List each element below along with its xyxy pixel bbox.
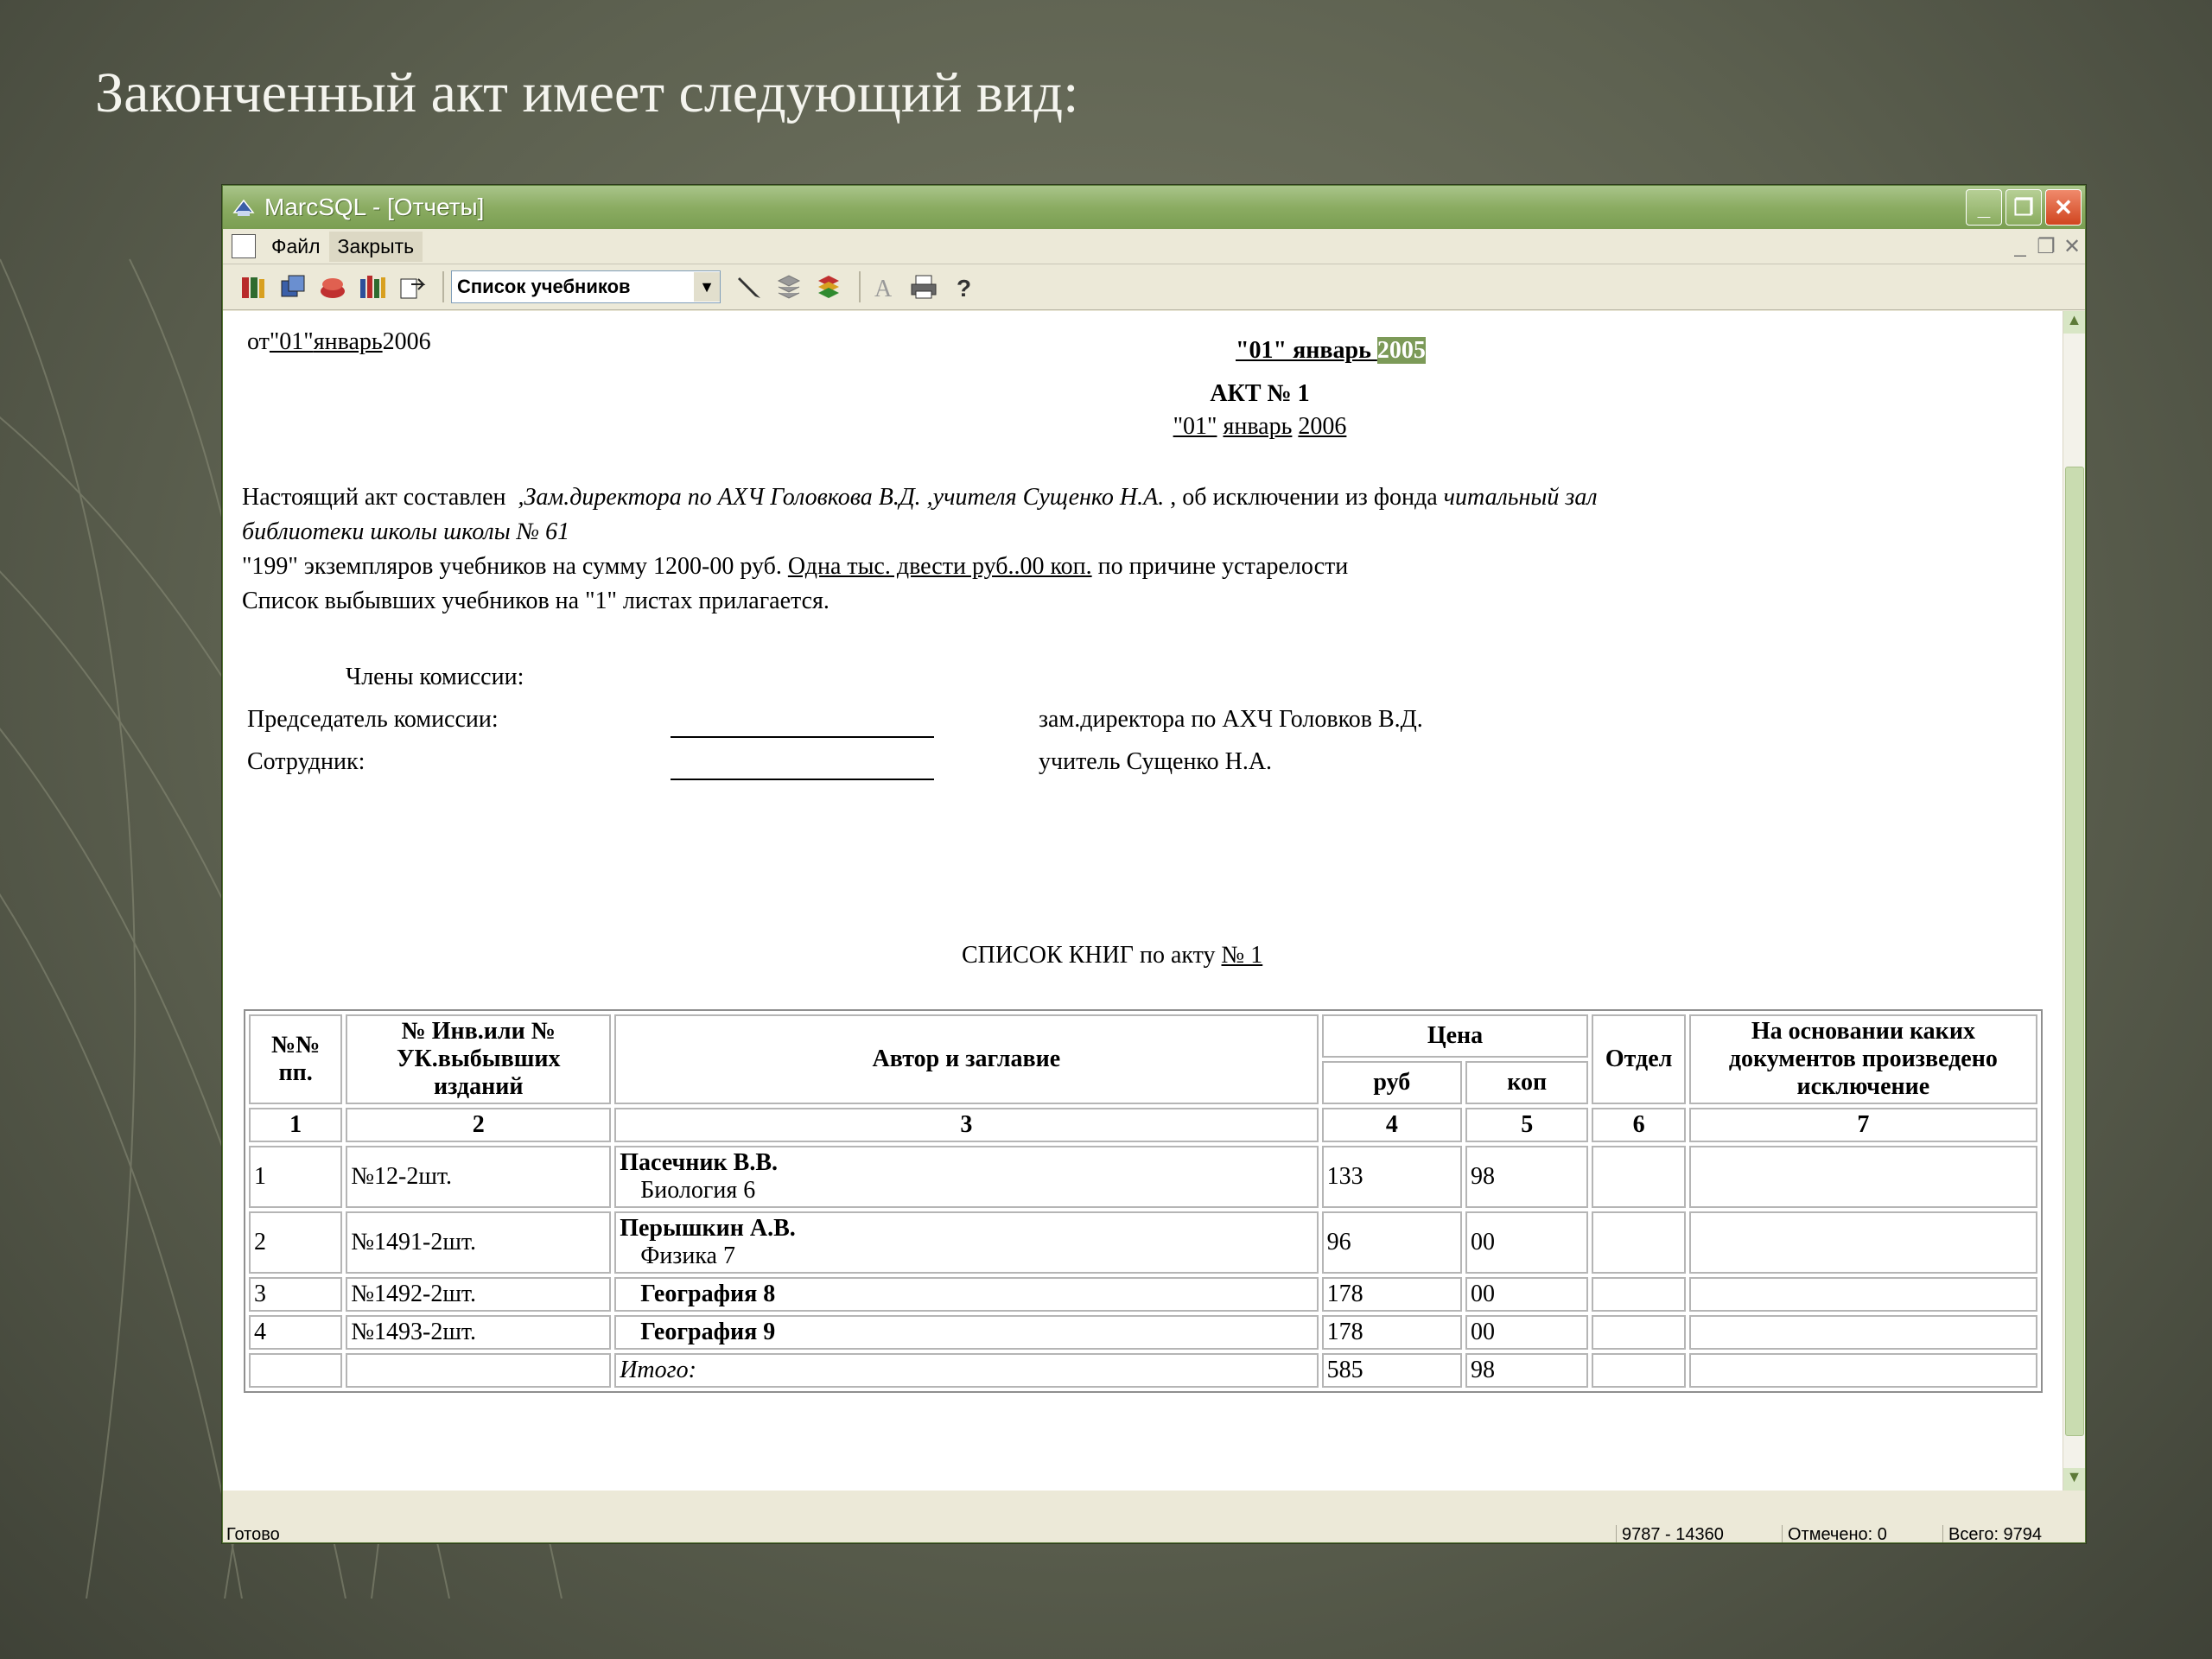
staff-signature-line xyxy=(671,779,934,780)
toolbar-separator xyxy=(859,271,861,302)
row-inv: №1491-2шт. xyxy=(346,1211,611,1274)
menu-file[interactable]: Файл xyxy=(271,234,321,257)
row-author: Перышкин А.В. xyxy=(620,1215,796,1242)
header-author: Автор и заглавие xyxy=(614,1014,1318,1104)
total-rub: 585 xyxy=(1322,1353,1462,1388)
chair-label: Председатель комиссии: xyxy=(247,706,499,733)
row-num xyxy=(249,1353,342,1388)
column-number: 5 xyxy=(1465,1108,1588,1142)
scroll-thumb[interactable] xyxy=(2065,467,2084,1436)
status-total: Всего: 9794 xyxy=(1942,1525,2042,1542)
font-icon[interactable] xyxy=(868,270,900,303)
row-dept xyxy=(1592,1353,1685,1388)
row-inv: №1493-2шт. xyxy=(346,1315,611,1350)
table-row xyxy=(249,1277,2037,1312)
act-title: АКТ № 1 xyxy=(1210,380,1310,407)
menu-close[interactable]: Закрыть xyxy=(329,232,423,262)
close-button[interactable]: ✕ xyxy=(2045,189,2082,226)
status-bar xyxy=(223,1522,2085,1542)
row-basis xyxy=(1689,1277,2037,1312)
help-icon[interactable] xyxy=(947,270,980,303)
commission-title: Члены комиссии: xyxy=(346,664,524,690)
library-icon[interactable] xyxy=(356,270,389,303)
mdi-minimize-button[interactable]: _ xyxy=(2014,234,2026,257)
column-number: 2 xyxy=(346,1108,611,1142)
chair-signature-line xyxy=(671,736,934,738)
header-kop: коп xyxy=(1465,1061,1588,1104)
row-basis xyxy=(1689,1146,2037,1208)
row-title: География 9 xyxy=(640,1319,776,1345)
row-kop: 00 xyxy=(1465,1211,1588,1274)
column-number-row xyxy=(249,1108,2037,1142)
row-title: Биология 6 xyxy=(640,1177,756,1204)
row-rub: 133 xyxy=(1322,1146,1462,1208)
row-author-title xyxy=(614,1277,1318,1312)
total-kop: 98 xyxy=(1465,1353,1588,1388)
row-rub: 178 xyxy=(1322,1277,1462,1312)
row-dept xyxy=(1592,1146,1685,1208)
export-icon[interactable] xyxy=(396,270,429,303)
paragraph-2: "199" экземпляров учебников на сумму 1200-00 руб. Одна тыс. двести руб..00 коп. по причине устарелости xyxy=(242,553,1349,580)
scroll-up-icon[interactable]: ▲ xyxy=(2063,311,2085,334)
column-number: 7 xyxy=(1689,1108,2037,1142)
header-inv: № Инв.или № УК.выбывших изданий xyxy=(346,1014,611,1104)
row-dept xyxy=(1592,1211,1685,1274)
row-basis xyxy=(1689,1211,2037,1274)
row-num: 2 xyxy=(249,1211,342,1274)
table-row xyxy=(249,1211,2037,1274)
paragraph-3: Список выбывших учебников на "1" листах прилагается. xyxy=(242,588,830,614)
top-right-date: "01" январь 2005 xyxy=(1236,337,1426,364)
slide-title: Законченный акт имеет следующий вид: xyxy=(95,61,1079,124)
column-number: 3 xyxy=(614,1108,1318,1142)
header-price: Цена xyxy=(1322,1014,1589,1058)
staff-name: учитель Сущенко Н.А. xyxy=(1039,748,1273,775)
mdi-close-button[interactable]: ✕ xyxy=(2063,234,2082,258)
top-left-date: от"01"январь2006 xyxy=(247,328,431,355)
row-author-title xyxy=(614,1315,1318,1350)
stack-icon[interactable] xyxy=(772,270,805,303)
row-kop: 00 xyxy=(1465,1277,1588,1312)
row-rub: 96 xyxy=(1322,1211,1462,1274)
table-row xyxy=(249,1146,2037,1208)
row-author-title xyxy=(614,1211,1318,1274)
printer-icon[interactable] xyxy=(907,270,940,303)
report-select-value: Список учебников xyxy=(457,276,631,297)
title-bar[interactable] xyxy=(223,186,2085,229)
app-window xyxy=(222,185,2086,1543)
svg-text:A: A xyxy=(874,276,893,302)
row-dept xyxy=(1592,1315,1685,1350)
vertical-scrollbar[interactable] xyxy=(2063,311,2085,1491)
total-row xyxy=(249,1353,2037,1388)
row-num: 4 xyxy=(249,1315,342,1350)
chevron-down-icon[interactable]: ▼ xyxy=(694,272,720,302)
row-title: География 8 xyxy=(640,1281,776,1307)
menu-bar xyxy=(223,229,2085,264)
row-dept xyxy=(1592,1277,1685,1312)
print-stack-icon[interactable] xyxy=(316,270,349,303)
staff-label: Сотрудник: xyxy=(247,748,365,775)
act-date: "01" январь 2006 xyxy=(1173,413,1347,440)
svg-text:?: ? xyxy=(957,275,972,302)
row-author: Пасечник В.В. xyxy=(620,1149,779,1176)
copy-icon[interactable] xyxy=(276,270,309,303)
status-range: 9787 - 14360 xyxy=(1616,1525,1724,1542)
restore-button[interactable]: ❐ xyxy=(2005,189,2042,226)
row-num: 1 xyxy=(249,1146,342,1208)
row-inv xyxy=(346,1353,611,1388)
column-number: 6 xyxy=(1592,1108,1685,1142)
status-marked: Отмечено: 0 xyxy=(1782,1525,1887,1542)
pen-icon[interactable] xyxy=(733,270,766,303)
traffic-light-icon[interactable] xyxy=(812,270,845,303)
paragraph-1: Настоящий акт составлен ,Зам.директора по АХЧ Головкова В.Д. ,учителя Сущенко Н.А. , об исключении из фонда читальный зал xyxy=(242,484,1598,511)
row-kop: 98 xyxy=(1465,1146,1588,1208)
row-basis xyxy=(1689,1353,2037,1388)
report-select[interactable] xyxy=(451,270,721,303)
total-label: Итого: xyxy=(614,1353,1318,1388)
row-inv: №12-2шт. xyxy=(346,1146,611,1208)
books-table xyxy=(244,1009,2043,1393)
status-ready: Готово xyxy=(226,1525,280,1542)
document-icon[interactable] xyxy=(232,234,256,258)
minimize-button[interactable]: _ xyxy=(1966,189,2002,226)
scroll-down-icon[interactable]: ▼ xyxy=(2063,1468,2085,1491)
row-inv: №1492-2шт. xyxy=(346,1277,611,1312)
mdi-restore-button[interactable]: ❐ xyxy=(2037,234,2056,258)
table-row xyxy=(249,1315,2037,1350)
books-icon[interactable] xyxy=(237,270,270,303)
header-dept: Отдел xyxy=(1592,1014,1685,1104)
column-number: 1 xyxy=(249,1108,342,1142)
app-icon xyxy=(232,195,256,219)
paragraph-1-line-2: библиотеки школы школы № 61 xyxy=(242,518,570,545)
row-rub: 178 xyxy=(1322,1315,1462,1350)
row-num: 3 xyxy=(249,1277,342,1312)
row-kop: 00 xyxy=(1465,1315,1588,1350)
row-basis xyxy=(1689,1315,2037,1350)
row-title: Физика 7 xyxy=(640,1243,735,1269)
toolbar xyxy=(223,264,2085,310)
chair-name: зам.директора по АХЧ Головков В.Д. xyxy=(1039,706,1423,733)
list-title: СПИСОК КНИГ по акту № 1 xyxy=(962,942,1263,969)
toolbar-separator xyxy=(442,271,444,302)
header-rub: руб xyxy=(1322,1061,1462,1104)
header-basis: На основании каких документов произведено исключение xyxy=(1689,1014,2037,1104)
row-author-title xyxy=(614,1146,1318,1208)
window-title: MarcSQL - [Отчеты] xyxy=(264,194,485,220)
header-num: №№ пп. xyxy=(249,1014,342,1104)
report-document xyxy=(223,311,2063,1491)
column-number: 4 xyxy=(1322,1108,1462,1142)
